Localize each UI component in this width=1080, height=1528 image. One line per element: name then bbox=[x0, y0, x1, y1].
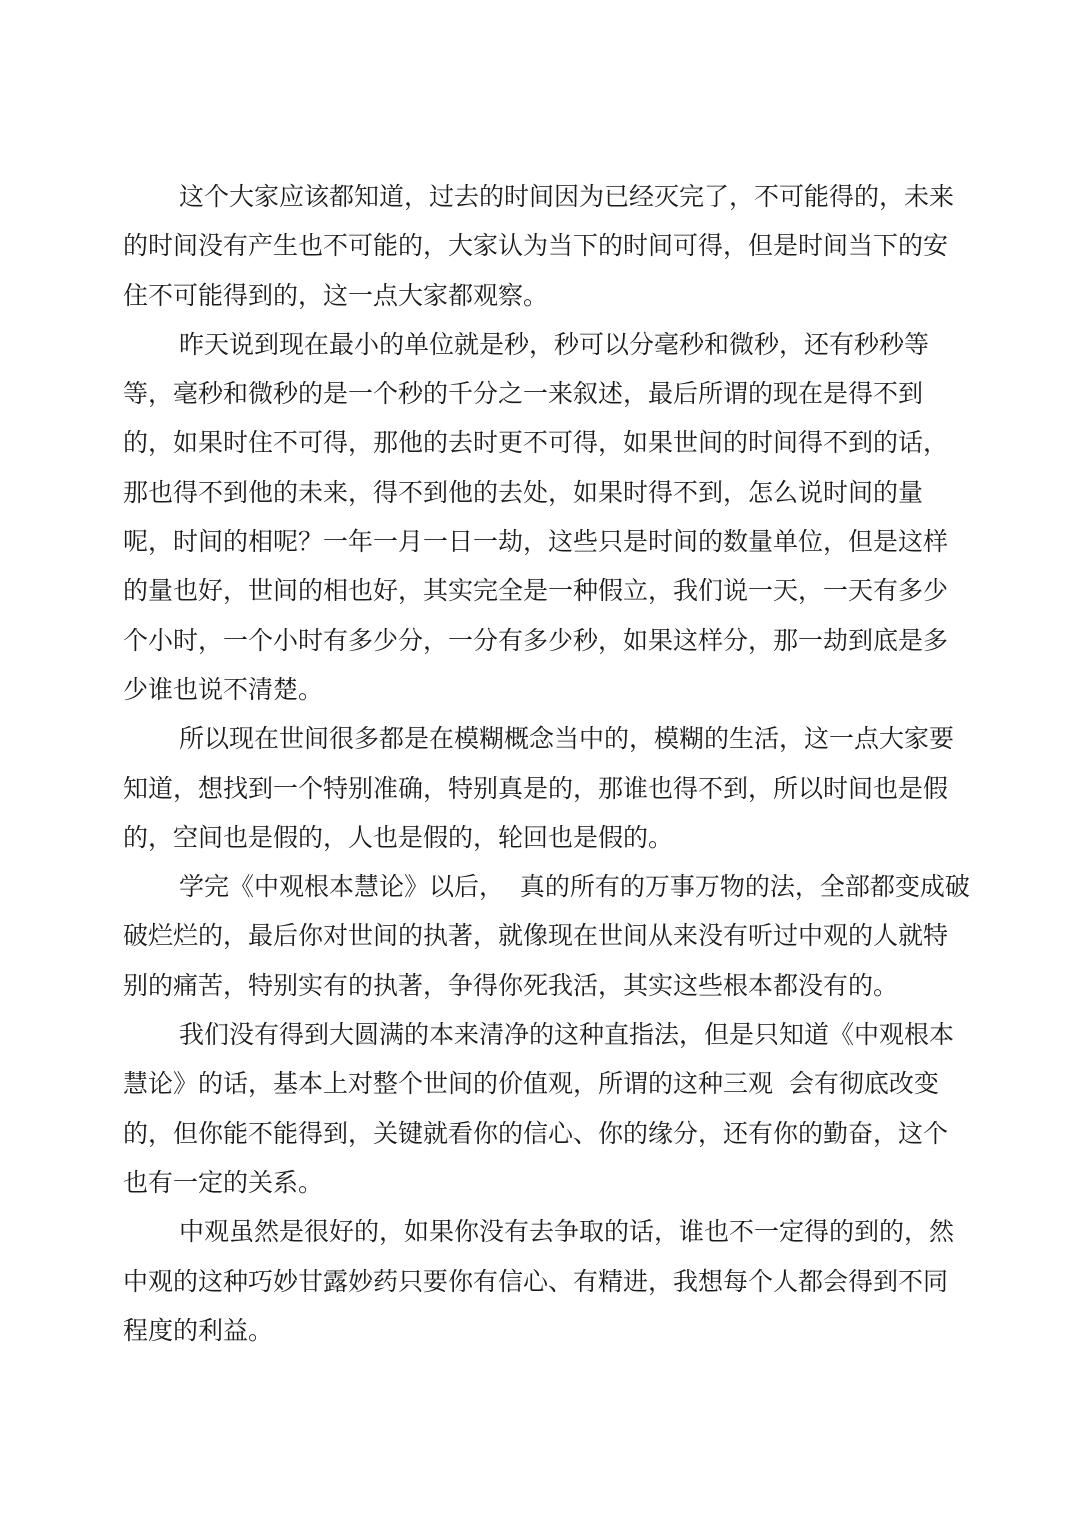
paragraph-4 bbox=[123, 862, 973, 1010]
paragraph-line: 别的痛苦，特别实有的执著，争得你死我活，其实这些根本都没有的。 bbox=[123, 970, 899, 1000]
paragraph-line: 这个大家应该都知道，过去的时间因为已经灭完了，不可能得的，未来 bbox=[179, 182, 955, 211]
paragraph-line: 少谁也说不清楚。 bbox=[123, 674, 324, 704]
paragraph-line: 中观的这种巧妙甘露妙药只要你有信心、有精进，我想每个人都会得到不同 bbox=[123, 1266, 949, 1296]
paragraph-6 bbox=[123, 1207, 973, 1355]
paragraph-line: 学完《中观根本慧论》以后， 真的所有的万事万物的法，全部都变成破 bbox=[179, 872, 970, 902]
paragraph-line: 的，但你能不能得到，关键就看你的信心、你的缘分，还有你的勤奋，这个 bbox=[123, 1118, 949, 1148]
paragraph-line: 中观虽然是很好的，如果你没有去争取的话，谁也不一定得的到的，然 bbox=[179, 1217, 955, 1247]
paragraph-line: 昨天说到现在最小的单位就是秒，秒可以分毫秒和微秒，还有秒秒等 bbox=[179, 329, 930, 359]
paragraph-line: 个小时，一个小时有多少分，一分有多少秒，如果这样分，那一劫到底是多 bbox=[123, 625, 949, 655]
paragraph-5 bbox=[123, 1010, 973, 1207]
paragraph-line: 的，空间也是假的，人也是假的，轮回也是假的。 bbox=[123, 822, 674, 852]
paragraph-line: 的，如果时住不可得，那他的去时更不可得，如果世间的时间得不到的话， bbox=[123, 428, 949, 458]
paragraph-line: 我们没有得到大圆满的本来清净的这种直指法，但是只知道《中观根本 bbox=[179, 1020, 955, 1050]
paragraph-line: 所以现在世间很多都是在模糊概念当中的，模糊的生活，这一点大家要 bbox=[179, 724, 955, 754]
paragraph-line: 程度的利益。 bbox=[123, 1315, 274, 1345]
paragraph-line: 慧论》的话，基本上对整个世间的价值观，所谓的这种三观 会有彻底改变 bbox=[123, 1069, 939, 1099]
paragraph-line: 那也得不到他的未来，得不到他的去处，如果时得不到，怎么说时间的量 bbox=[123, 477, 924, 507]
paragraph-line: 知道，想找到一个特别准确，特别真是的，那谁也得不到，所以时间也是假 bbox=[123, 773, 949, 803]
paragraph-line: 呢，时间的相呢？一年一月一日一劫，这些只是时间的数量单位，但是这样 bbox=[123, 527, 949, 557]
document-body bbox=[123, 172, 973, 1355]
paragraph-line: 的量也好，世间的相也好，其实完全是一种假立，我们说一天，一天有多少 bbox=[123, 576, 949, 606]
paragraph-line: 住不可能得到的，这一点大家都观察。 bbox=[123, 280, 549, 310]
paragraph-line: 的时间没有产生也不可能的，大家认为当下的时间可得，但是时间当下的安 bbox=[123, 231, 949, 261]
paragraph-1 bbox=[123, 172, 973, 320]
paragraph-line: 破烂烂的，最后你对世间的执著，就像现在世间从来没有听过中观的人就特 bbox=[123, 921, 949, 951]
paragraph-line: 也有一定的关系。 bbox=[123, 1167, 324, 1197]
paragraph-2 bbox=[123, 320, 973, 714]
paragraph-3 bbox=[123, 714, 973, 862]
paragraph-line: 等，毫秒和微秒的是一个秒的千分之一来叙述，最后所谓的现在是得不到 bbox=[123, 379, 924, 409]
